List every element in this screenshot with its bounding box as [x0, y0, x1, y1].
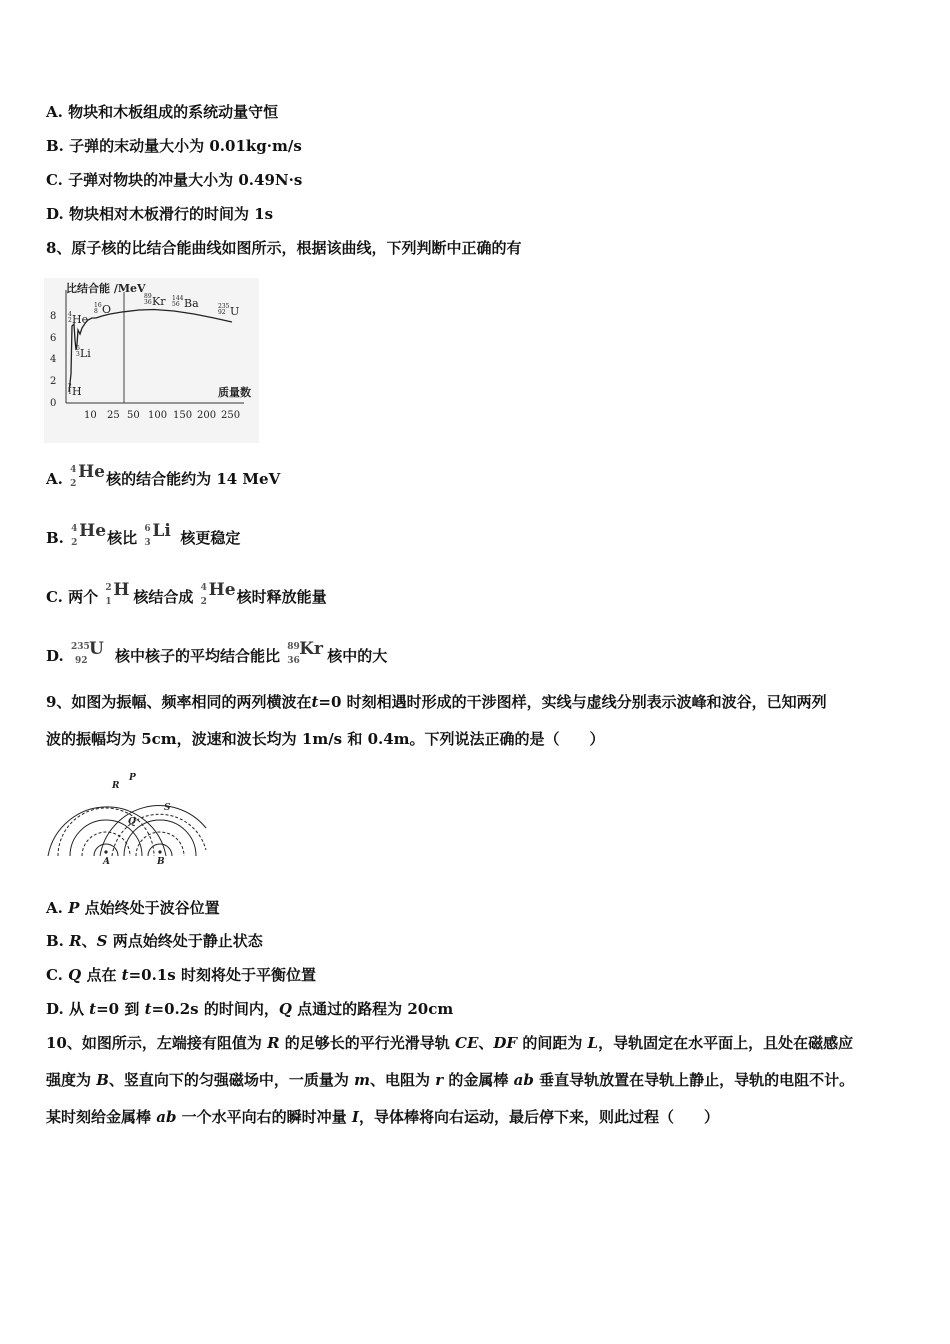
q8-option-a [46, 462, 280, 489]
q7-option-c [46, 170, 302, 190]
variable-t: t [144, 1000, 152, 1018]
nuclide-number: 36 [287, 656, 300, 666]
option-pre-text: 从 [68, 1000, 90, 1018]
stem-text: 某时刻给金属棒 [46, 1108, 157, 1126]
q9-stem-line-1 [46, 692, 827, 712]
option-letter: B. [46, 137, 64, 155]
stem-text: =0 时刻相遇时形成的干涉图样，实线与虚线分别表示波峰和波谷，已知两列 [318, 693, 827, 711]
stem-text: 的间距为 [517, 1034, 588, 1052]
option-mid-text: =0 到 [96, 1000, 145, 1018]
nuclide-symbol: H [113, 580, 130, 600]
nuclide-mass: 2 [105, 583, 112, 593]
option-mid-text: 核结合成 [133, 588, 194, 606]
nuclide-number: 3 [144, 538, 151, 548]
option-text: 子弹对物块的冲量大小为 0.49N·s [68, 171, 303, 189]
variable-q: Q [278, 1000, 292, 1018]
y-tick-4: 4 [50, 354, 57, 365]
stem-text: 一个水平向右的瞬时冲量 [176, 1108, 352, 1126]
option-text: 物块和木板组成的系统动量守恒 [68, 103, 279, 121]
label-h-num: 1 [68, 389, 72, 396]
variable-small-r: r [435, 1071, 444, 1089]
x-tick-100: 100 [148, 410, 168, 421]
point-s-label: S [164, 803, 171, 813]
label-o-num: 8 [94, 308, 98, 315]
nuclide-mass: 89 [287, 642, 300, 652]
option-letter: A. [46, 470, 63, 488]
nuclide-symbol: Li [152, 521, 171, 541]
helium-nuclide [69, 521, 107, 548]
label-kr-mass: 89 [144, 293, 152, 300]
y-tick-2: 2 [50, 376, 57, 387]
label-kr: Kr [152, 295, 166, 308]
q8-option-b [46, 521, 240, 548]
option-text: 两点始终处于静止状态 [107, 932, 263, 950]
variable-i: I [351, 1108, 359, 1126]
q7-option-b [46, 136, 302, 156]
chart-xlabel: 质量数 [218, 386, 251, 399]
variable-r: R [267, 1034, 280, 1052]
helium-nuclide [68, 462, 105, 489]
q10-stem-line-1 [46, 1033, 853, 1053]
q9-option-c [46, 965, 316, 985]
y-tick-6: 6 [50, 333, 57, 344]
source-a-dot [104, 850, 107, 853]
x-tick-25: 25 [107, 410, 120, 421]
nuclide-number: 92 [74, 656, 88, 666]
variable-t: t [311, 693, 319, 711]
point-p-label: P [129, 773, 136, 783]
label-u-num: 92 [218, 309, 226, 316]
chart-ylabel: 比结合能 /MeV [66, 282, 146, 295]
option-letter: B. [46, 529, 64, 547]
interference-figure [46, 770, 208, 865]
q8-option-d [46, 639, 387, 666]
label-u-mass: 235 [218, 303, 230, 310]
nuclide-symbol: He [208, 580, 236, 600]
label-ba-num: 56 [172, 301, 180, 308]
x-tick-50: 50 [127, 410, 140, 421]
option-letter: A. [46, 103, 63, 121]
nuclide-number: 2 [70, 479, 77, 489]
x-tick-200: 200 [197, 410, 217, 421]
stem-text: 强度为 [46, 1071, 97, 1089]
helium-nuclide [199, 580, 236, 607]
nuclide-number: 2 [200, 597, 207, 607]
variable-r: R [69, 932, 82, 950]
label-u: U [230, 305, 240, 318]
stem-text: 10、如图所示，左端接有阻值为 [46, 1034, 268, 1052]
q9-option-b [46, 931, 263, 951]
x-tick-150: 150 [173, 410, 193, 421]
uranium-nuclide [69, 639, 111, 665]
option-text: 核时释放能量 [236, 588, 327, 606]
nuclide-number: 1 [105, 597, 112, 607]
separator: 、 [478, 1034, 494, 1052]
variable-l: L [587, 1034, 599, 1052]
stem-text: 的金属棒 [443, 1071, 514, 1089]
q7-option-a [46, 102, 278, 122]
nuclide-symbol: He [78, 462, 105, 482]
stem-text: 9、如图为振幅、频率相同的两列横波在 [46, 693, 312, 711]
option-letter: C. [46, 588, 63, 606]
lithium-nuclide [142, 521, 176, 547]
stem-text: 垂直导轨放置在导轨上静止，导轨的电阻不计。 [533, 1071, 855, 1089]
option-pre-text: 两个 [68, 588, 99, 606]
option-mid-text: 核比 [107, 529, 138, 547]
option-mid-text: 点在 [81, 966, 122, 984]
option-text: 子弹的末动量大小为 0.01kg·m/s [69, 137, 302, 155]
option-text: 物块相对木板滑行的时间为 1s [68, 205, 274, 223]
wave-a-crest-3 [48, 807, 166, 856]
source-b-label: B [157, 857, 165, 865]
q9-option-a [46, 898, 220, 918]
x-tick-10: 10 [84, 410, 97, 421]
variable-ab: ab [156, 1108, 177, 1126]
option-mid-text: 核中核子的平均结合能比 [114, 647, 280, 665]
source-a-label: A [103, 857, 110, 865]
source-b-dot [158, 850, 161, 853]
q10-stem-line-2 [46, 1070, 854, 1090]
option-letter: C. [46, 171, 63, 189]
option-text: 点始终处于波谷位置 [79, 899, 220, 917]
nuclide-mass: 4 [71, 524, 78, 534]
label-o-mass: 16 [94, 302, 102, 309]
variable-ce: CE [455, 1034, 479, 1052]
nuclide-symbol: U [88, 639, 104, 659]
label-o: O [102, 303, 112, 316]
option-text: 核更稳定 [180, 529, 241, 547]
q9-stem-line-2: 波的振幅均为 5cm，波速和波长均为 1m/s 和 0.4m。下列说法正确的是（ ） [46, 730, 605, 748]
wave-b-crest-1 [148, 844, 172, 856]
option-letter: D. [46, 1000, 64, 1018]
stem-text: 的足够长的平行光滑导轨 [279, 1034, 456, 1052]
stem-text: ，导轨固定在水平面上，且处在磁感应 [598, 1034, 854, 1052]
option-letter: D. [46, 205, 64, 223]
point-r-label: R [112, 781, 120, 791]
q7-option-d [46, 204, 273, 224]
label-li-mass: 6 [76, 345, 80, 352]
label-h: H [72, 385, 82, 398]
stem-text: ，导体棒将向右运动，最后停下来，则此过程（ ） [358, 1108, 719, 1126]
variable-q: Q [68, 966, 82, 984]
q8-option-c [46, 580, 327, 607]
x-tick-250: 250 [221, 410, 241, 421]
option-text: 核中的大 [327, 647, 388, 665]
variable-ab: ab [513, 1071, 534, 1089]
point-q-label: Q [128, 817, 136, 827]
option-letter: A. [46, 899, 63, 917]
nuclide-symbol: Kr [299, 639, 323, 659]
deuterium-nuclide [103, 580, 129, 606]
q8-stem: 8、原子核的比结合能曲线如图所示，根据该曲线，下列判断中正确的有 [46, 239, 522, 257]
label-he-num: 2 [68, 317, 72, 324]
variable-m: m [354, 1071, 371, 1089]
nuclide-symbol: He [79, 521, 107, 541]
stem-text: 、电阻为 [370, 1071, 436, 1089]
nuclide-mass: 4 [200, 583, 207, 593]
variable-t: t [89, 1000, 97, 1018]
label-ba-mass: 144 [172, 295, 184, 302]
y-tick-0: 0 [50, 398, 57, 409]
q9-option-d [46, 999, 453, 1019]
nuclide-mass: 235 [70, 642, 90, 652]
nuclide-mass: 6 [144, 524, 151, 534]
nuclide-mass: 4 [70, 465, 77, 475]
label-he: He [72, 313, 89, 326]
option-letter: D. [46, 647, 64, 665]
variable-p: P [68, 899, 80, 917]
krypton-nuclide [285, 639, 323, 665]
option-letter: B. [46, 932, 64, 950]
variable-b: B [96, 1071, 109, 1089]
q10-stem-line-3 [46, 1107, 719, 1127]
variable-df: DF [493, 1034, 518, 1052]
label-ba: Ba [184, 297, 199, 310]
variable-s: S [96, 932, 108, 950]
option-mid-text: =0.2s 的时间内， [151, 1000, 279, 1018]
y-tick-8: 8 [50, 311, 57, 322]
variable-t: t [121, 966, 129, 984]
label-he-mass: 4 [68, 311, 72, 318]
option-text: 核的结合能约为 14 MeV [106, 470, 281, 488]
option-text: =0.1s 时刻将处于平衡位置 [128, 966, 316, 984]
label-kr-num: 36 [144, 299, 152, 306]
stem-text: 、竖直向下的匀强磁场中，一质量为 [108, 1071, 355, 1089]
label-li-num: 3 [76, 351, 80, 358]
binding-energy-chart [44, 278, 259, 443]
separator: 、 [81, 932, 97, 950]
label-h-mass: 2 [68, 383, 72, 390]
label-li: Li [80, 347, 91, 360]
nuclide-number: 2 [71, 538, 78, 548]
option-letter: C. [46, 966, 63, 984]
option-text: 点通过的路程为 20cm [291, 1000, 454, 1018]
